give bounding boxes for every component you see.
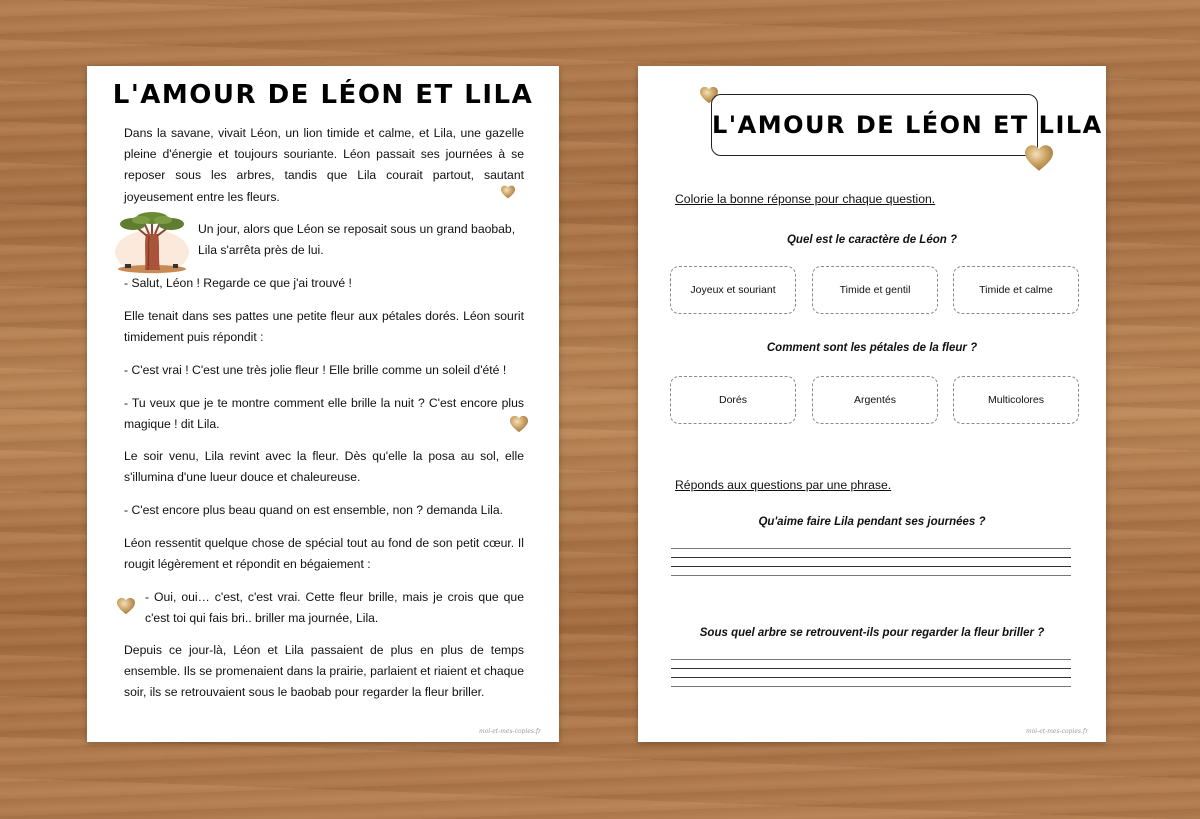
paragraph-3: Elle tenait dans ses pattes une petite fleur aux pétales dorés. Léon sourit timidement puis répondit : [124,309,524,345]
writing-line[interactable] [671,677,1071,678]
answer-choice[interactable]: Timide et gentil [812,266,938,314]
writing-line[interactable] [671,575,1071,576]
paragraph-1: Dans la savane, vivait Léon, un lion timide et calme, et Lila, une gazelle pleine d'énergie et toujours souriante. Léon passait ses journées à se reposer sous les arbres, tandis que Lila courait partout, sautant joyeusement entre les fleurs. [124,126,524,204]
writing-line[interactable] [671,668,1071,669]
answer-choice[interactable]: Multicolores [953,376,1079,424]
answer-choice[interactable]: Joyeux et souriant [670,266,796,314]
story-page [87,66,559,742]
dialogue-line-5: - Oui, oui… c'est, c'est vrai. Cette fleur brille, mais je crois que que c'est toi qui fais bri.. briller ma journée, Lila. [145,590,524,626]
answer-choice[interactable]: Argentés [812,376,938,424]
answer-choice[interactable]: Timide et calme [953,266,1079,314]
heart-icon [509,415,529,433]
site-watermark: moi-et-mes-copies.fr [1026,728,1088,735]
question-tree: Sous quel arbre se retrouvent-ils pour regarder la fleur briller ? [699,627,1045,639]
site-watermark: moi-et-mes-copies.fr [479,728,541,735]
question-character: Quel est le caractère de Léon ? [786,234,957,246]
heart-icon [116,597,136,615]
heart-icon [1023,144,1055,172]
worksheet-page [638,66,1106,742]
writing-line[interactable] [671,659,1071,660]
writing-line[interactable] [671,557,1071,558]
writing-line[interactable] [671,566,1071,567]
title-frame [711,94,1103,156]
question-petals: Comment sont les pétales de la fleur ? [766,342,978,354]
worksheet-title: L'AMOUR DE LÉON ET LILA [712,111,1103,139]
paragraph-6: Depuis ce jour-là, Léon et Lila passaient de plus en plus de temps ensemble. Ils se promenaient dans la prairie, parlaient et riaient et chaque soir, ils se retrouvaient sous le baobab pour regarder la fleur briller. [124,643,524,700]
paragraph-4: Le soir venu, Lila revint avec la fleur. Dès qu'elle la posa au sol, elle s'illumina d'une lueur douce et chaleureuse. [124,449,524,485]
writing-line[interactable] [671,548,1071,549]
paragraph-2: Un jour, alors que Léon se reposait sous un grand baobab, Lila s'arrêta près de lui. [198,222,516,258]
heart-icon [500,185,516,199]
answer-choice[interactable]: Dorés [670,376,796,424]
dialogue-line-4: - C'est encore plus beau quand on est ensemble, non ? demanda Lila. [124,503,504,517]
dialogue-line-1: - Salut, Léon ! Regarde ce que j'ai trouvé ! [124,276,352,290]
dialogue-line-2: - C'est vrai ! C'est une très jolie fleur ! Elle brille comme un soleil d'été ! [124,363,507,377]
writing-line[interactable] [671,686,1071,687]
paragraph-5: Léon ressentit quelque chose de spécial tout au fond de son petit cœur. Il rougit légèrement et répondit en bégaiement : [124,536,524,572]
baobab-tree-illustration [113,212,191,274]
question-lila-days: Qu'aime faire Lila pendant ses journées ? [758,516,986,528]
instruction-sentence: Réponds aux questions par une phrase. [675,478,892,492]
instruction-color: Colorie la bonne réponse pour chaque question. [675,192,936,206]
dialogue-line-3: - Tu veux que je te montre comment elle brille la nuit ? C'est encore plus magique ! dit Lila. [124,396,524,432]
story-title: L'AMOUR DE LÉON ET LILA [112,80,534,110]
